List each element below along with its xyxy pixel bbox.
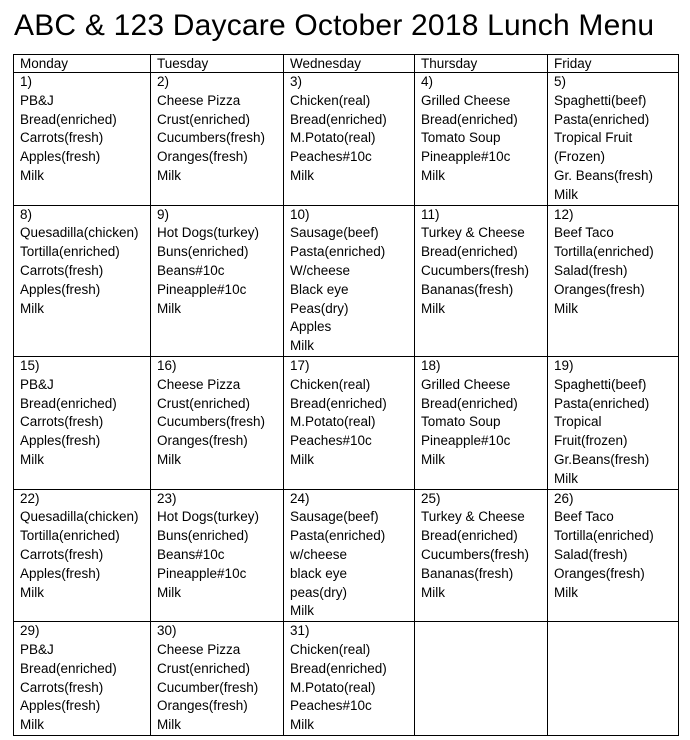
menu-item: Bread(enriched) <box>290 395 387 411</box>
date-number: 1) <box>20 74 33 89</box>
menu-item: Pasta(enriched) <box>290 528 386 544</box>
menu-item: Milk <box>421 451 445 467</box>
date-number: 29) <box>20 623 40 639</box>
day-cell-tuesday <box>151 356 284 489</box>
menu-item: PB&J <box>20 92 54 108</box>
menu-item: Beans#10c <box>157 262 225 278</box>
week-row <box>14 73 679 206</box>
menu-item: Tropical <box>554 414 602 430</box>
date-number: 18) <box>421 357 441 373</box>
menu-item: Crust(enriched) <box>157 111 251 127</box>
menu-item: Spaghetti(beef) <box>554 92 647 108</box>
menu-item: Bread(enriched) <box>421 111 518 127</box>
menu-item: Carrots(fresh) <box>20 546 104 562</box>
date-number: 2) <box>157 74 170 89</box>
menu-item: Milk <box>20 717 44 733</box>
menu-item: Bananas(fresh) <box>421 281 514 297</box>
menu-item: Oranges(fresh) <box>554 281 645 297</box>
menu-item: Milk <box>157 167 181 183</box>
menu-item: Chicken(real) <box>290 641 371 657</box>
day-cell-monday <box>14 73 151 206</box>
day-cell-tuesday <box>151 205 284 356</box>
menu-item: Milk <box>20 300 44 316</box>
menu-item: Bread(enriched) <box>290 660 387 676</box>
week-row <box>14 622 679 736</box>
day-cell-friday <box>548 205 679 356</box>
menu-item: Oranges(fresh) <box>157 149 248 165</box>
menu-item: Pineapple#10c <box>421 433 511 449</box>
menu-item: Buns(enriched) <box>157 528 249 544</box>
menu-item: W/cheese <box>290 262 351 278</box>
menu-item: Apples(fresh) <box>20 698 101 714</box>
menu-item: Bread(enriched) <box>421 528 518 544</box>
day-cell-friday <box>548 489 679 622</box>
menu-item: Milk <box>421 167 445 183</box>
date-number: 22) <box>20 490 40 506</box>
menu-item: Milk <box>157 584 181 600</box>
date-number: 15) <box>20 357 40 373</box>
menu-item: Beef Taco <box>554 225 614 241</box>
menu-item: Carrots(fresh) <box>20 679 104 695</box>
menu-item: Carrots(fresh) <box>20 130 104 146</box>
date-number: 25) <box>421 490 441 506</box>
menu-item: Cheese Pizza <box>157 376 241 392</box>
menu-item: Tortilla(enriched) <box>20 244 120 260</box>
menu-item: Bread(enriched) <box>290 111 387 127</box>
menu-item: Hot Dogs(turkey) <box>157 509 260 525</box>
menu-item: Tortilla(enriched) <box>554 528 654 544</box>
menu-item: M.Potato(real) <box>290 130 376 146</box>
day-cell-thursday <box>415 205 548 356</box>
menu-item: Carrots(fresh) <box>20 414 104 430</box>
day-cell-monday <box>14 205 151 356</box>
date-number: 16) <box>157 357 177 373</box>
menu-item: PB&J <box>20 376 54 392</box>
day-cell-tuesday <box>151 489 284 622</box>
day-cell-monday <box>14 622 151 736</box>
day-cell-friday <box>548 73 679 206</box>
date-number: 10) <box>290 206 310 222</box>
lunch-menu-table <box>13 54 679 736</box>
menu-item: Peaches#10c <box>290 698 372 714</box>
menu-item: Cucumber(fresh) <box>157 679 259 695</box>
menu-item: Milk <box>20 451 44 467</box>
menu-item: Salad(fresh) <box>554 262 628 278</box>
date-number: 11) <box>421 206 440 222</box>
menu-item: Bread(enriched) <box>421 395 518 411</box>
menu-item: Salad(fresh) <box>554 546 628 562</box>
menu-item: w/cheese <box>290 546 348 562</box>
menu-item: Turkey & Cheese <box>421 509 525 525</box>
date-number: 8) <box>20 206 33 222</box>
menu-item: PB&J <box>20 641 54 657</box>
menu-item: Bread(enriched) <box>421 244 518 260</box>
date-number: 19) <box>554 357 574 373</box>
date-number: 3) <box>290 74 303 89</box>
menu-item: Cucumbers(fresh) <box>157 130 266 146</box>
menu-item: Pineapple#10c <box>157 565 247 581</box>
menu-item: Milk <box>290 717 314 733</box>
menu-item: Beef Taco <box>554 509 614 525</box>
menu-item: Peaches#10c <box>290 149 372 165</box>
date-number: 24) <box>290 490 310 506</box>
week-row <box>14 356 679 489</box>
menu-item: Crust(enriched) <box>157 660 251 676</box>
menu-item: Sausage(beef) <box>290 509 379 525</box>
menu-item: Buns(enriched) <box>157 244 249 260</box>
menu-item: Milk <box>157 300 181 316</box>
menu-item: Milk <box>290 338 314 354</box>
menu-item: Bananas(fresh) <box>421 565 514 581</box>
day-header-wednesday: Wednesday <box>284 55 415 73</box>
menu-item: Milk <box>157 717 181 733</box>
menu-item: Beans#10c <box>157 546 225 562</box>
day-cell-friday <box>548 356 679 489</box>
date-number: 31) <box>290 623 310 639</box>
menu-item: Milk <box>554 470 578 486</box>
header-row <box>14 55 679 73</box>
menu-item: Gr.Beans(fresh) <box>554 451 650 467</box>
menu-item: Milk <box>290 451 314 467</box>
menu-item: Tomato Soup <box>421 130 501 146</box>
week-row <box>14 489 679 622</box>
week-row <box>14 205 679 356</box>
menu-item: Bread(enriched) <box>20 660 117 676</box>
menu-item: Cucumbers(fresh) <box>157 414 266 430</box>
menu-item: Fruit(frozen) <box>554 433 628 449</box>
date-number: 23) <box>157 490 177 506</box>
date-number: 30) <box>157 623 177 639</box>
menu-item: Gr. Beans(fresh) <box>554 167 654 183</box>
day-header-thursday: Thursday <box>415 55 548 73</box>
menu-item: Hot Dogs(turkey) <box>157 225 260 241</box>
day-cell-tuesday <box>151 622 284 736</box>
menu-item: Sausage(beef) <box>290 225 379 241</box>
menu-item: Peaches#10c <box>290 433 372 449</box>
menu-item: Tropical Fruit <box>554 130 633 146</box>
menu-body <box>14 73 679 736</box>
menu-item: Chicken(real) <box>290 376 371 392</box>
day-cell-thursday <box>415 73 548 206</box>
menu-item: Tortilla(enriched) <box>554 244 654 260</box>
day-header-friday: Friday <box>548 55 679 73</box>
menu-item: Apples(fresh) <box>20 281 101 297</box>
menu-item: Tortilla(enriched) <box>20 528 120 544</box>
day-header-tuesday: Tuesday <box>151 55 284 73</box>
menu-item: Milk <box>157 451 181 467</box>
menu-item: Crust(enriched) <box>157 395 251 411</box>
menu-item: Oranges(fresh) <box>157 433 248 449</box>
menu-item: Spaghetti(beef) <box>554 376 647 392</box>
page-title: ABC & 123 Daycare October 2018 Lunch Menu <box>14 9 655 42</box>
menu-item: Quesadilla(chicken) <box>20 509 139 525</box>
menu-item: Black eye <box>290 281 349 297</box>
day-cell-thursday <box>415 622 548 736</box>
menu-item: Grilled Cheese <box>421 376 511 392</box>
menu-item: Oranges(fresh) <box>554 565 645 581</box>
menu-item: Cucumbers(fresh) <box>421 262 530 278</box>
menu-item: Apples(fresh) <box>20 565 101 581</box>
menu-item: Quesadilla(chicken) <box>20 225 139 241</box>
menu-item: Grilled Cheese <box>421 92 511 108</box>
menu-item: Tomato Soup <box>421 414 501 430</box>
menu-item: M.Potato(real) <box>290 679 376 695</box>
menu-item: Cheese Pizza <box>157 641 241 657</box>
menu-item: Apples(fresh) <box>20 149 101 165</box>
menu-item: Milk <box>554 584 578 600</box>
menu-item: Turkey & Cheese <box>421 225 525 241</box>
menu-item: (Frozen) <box>554 149 606 165</box>
day-cell-thursday <box>415 489 548 622</box>
menu-item: Cheese Pizza <box>157 92 241 108</box>
day-cell-wednesday <box>284 356 415 489</box>
day-cell-wednesday <box>284 205 415 356</box>
menu-item: Milk <box>290 167 314 183</box>
date-number: 9) <box>157 206 170 222</box>
menu-item: Oranges(fresh) <box>157 698 248 714</box>
menu-item: Pineapple#10c <box>157 281 247 297</box>
day-cell-wednesday <box>284 489 415 622</box>
menu-item: Milk <box>554 300 578 316</box>
day-cell-friday <box>548 622 679 736</box>
menu-item: Pasta(enriched) <box>554 111 650 127</box>
day-header-monday: Monday <box>14 55 151 73</box>
menu-item: Pineapple#10c <box>421 149 511 165</box>
menu-item: Milk <box>554 186 578 202</box>
menu-item: Cucumbers(fresh) <box>421 546 530 562</box>
day-cell-tuesday <box>151 73 284 206</box>
menu-item: Carrots(fresh) <box>20 262 104 278</box>
menu-item: Milk <box>290 603 314 619</box>
menu-item: M.Potato(real) <box>290 414 376 430</box>
menu-item: Bread(enriched) <box>20 395 117 411</box>
menu-item: Pasta(enriched) <box>554 395 650 411</box>
menu-item: Apples <box>290 319 332 335</box>
day-cell-wednesday <box>284 622 415 736</box>
menu-item: peas(dry) <box>290 584 348 600</box>
menu-item: Milk <box>20 584 44 600</box>
menu-item: black eye <box>290 565 348 581</box>
menu-item: Milk <box>20 167 44 183</box>
date-number: 4) <box>421 74 434 89</box>
day-cell-thursday <box>415 356 548 489</box>
menu-item: Peas(dry) <box>290 300 349 316</box>
day-cell-monday <box>14 356 151 489</box>
menu-item: Milk <box>421 300 445 316</box>
date-number: 26) <box>554 490 574 506</box>
date-number: 17) <box>290 357 310 373</box>
date-number: 5) <box>554 74 567 89</box>
day-cell-wednesday <box>284 73 415 206</box>
menu-item: Pasta(enriched) <box>290 244 386 260</box>
menu-item: Chicken(real) <box>290 92 371 108</box>
menu-item: Apples(fresh) <box>20 433 101 449</box>
date-number: 12) <box>554 206 574 222</box>
menu-item: Bread(enriched) <box>20 111 117 127</box>
day-cell-monday <box>14 489 151 622</box>
menu-item: Milk <box>421 584 445 600</box>
